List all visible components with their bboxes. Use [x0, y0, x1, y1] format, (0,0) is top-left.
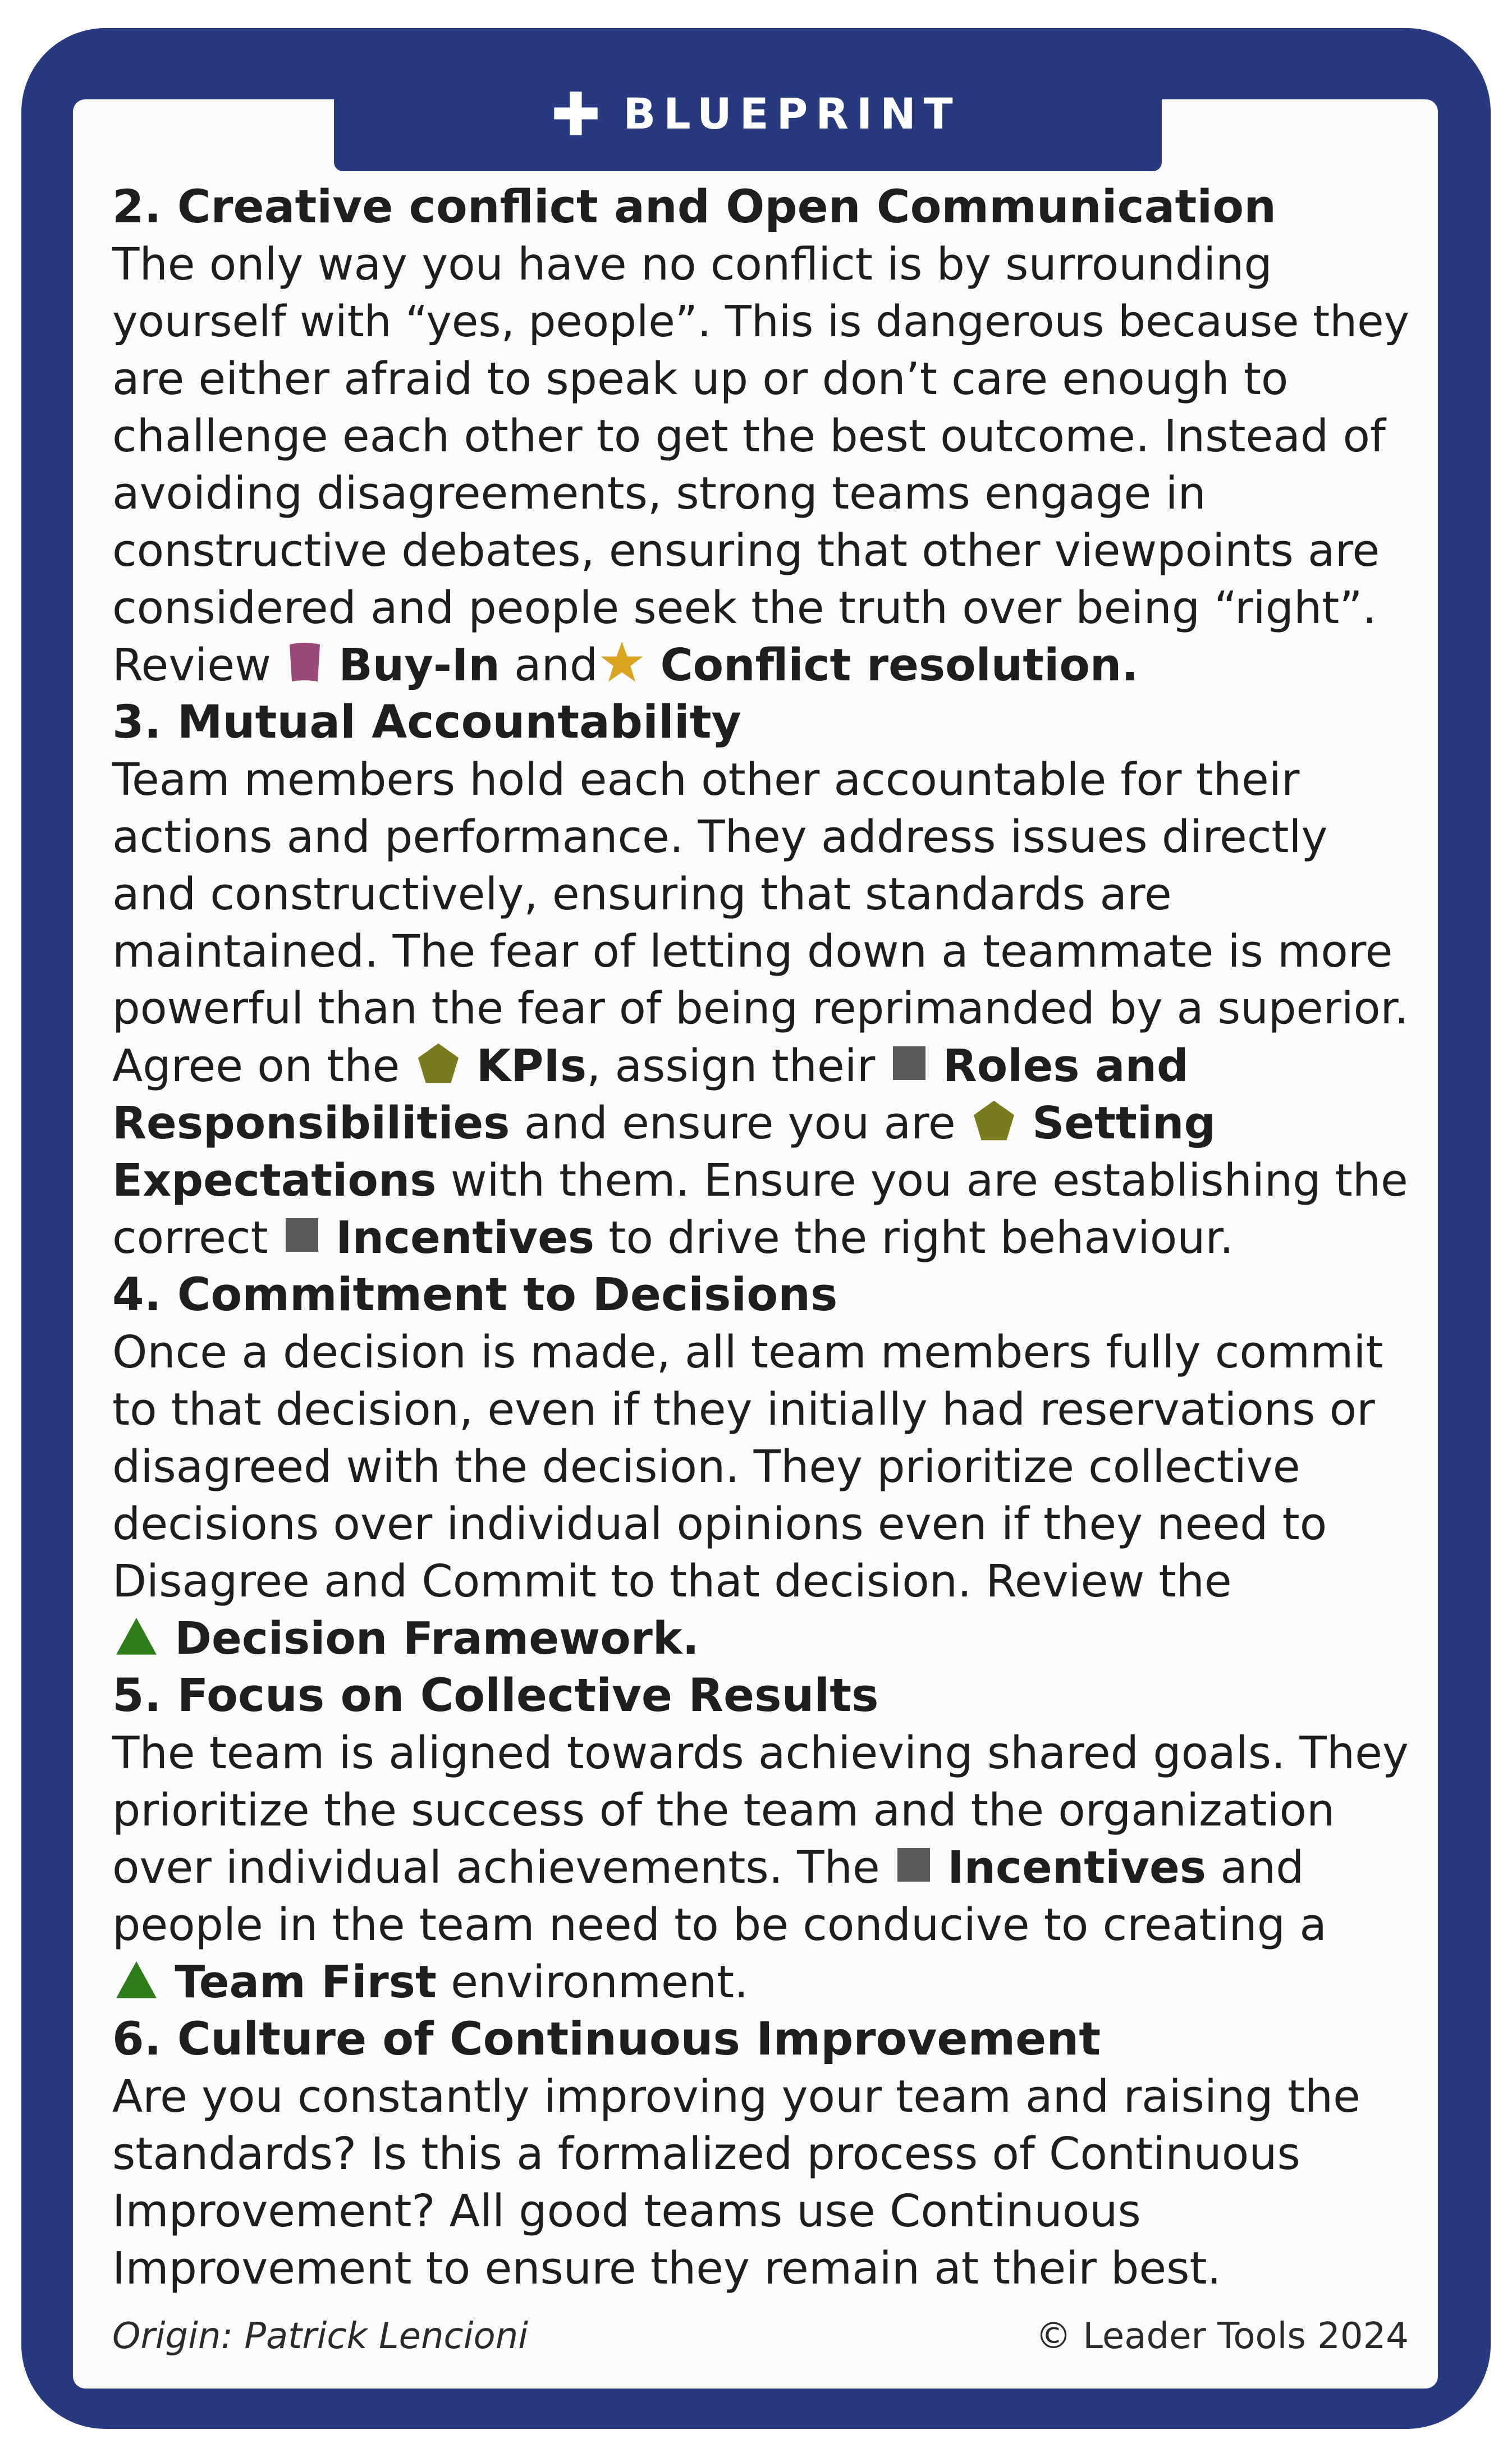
pentagon-icon: [414, 1041, 462, 1086]
incentives-link[interactable]: Incentives: [336, 1211, 595, 1264]
setting-link[interactable]: Setting: [1032, 1097, 1216, 1149]
roles-link[interactable]: Roles and: [942, 1040, 1189, 1092]
brand-name: BLUEPRINT: [623, 88, 961, 139]
kpis-link[interactable]: KPIs: [476, 1040, 587, 1092]
text-line: challenge each other to get the best outcome. Instead of: [112, 410, 1386, 462]
text-line: [112, 1037, 1420, 1095]
plus-icon: [551, 89, 601, 138]
pentagon-icon: [970, 1098, 1018, 1143]
text-line: constructive debates, ensuring that other viewpoints are: [112, 524, 1380, 576]
text-line: to that decision, even if they initially had reservations or: [112, 1383, 1375, 1435]
text-fragment: and: [514, 639, 598, 691]
section-2-title: 2. Creative conflict and Open Communication: [112, 181, 1276, 234]
text-fragment: correct: [112, 1211, 268, 1264]
square-icon: [890, 1041, 929, 1086]
text-line: Team members hold each other accountable for their: [112, 753, 1300, 806]
text-fragment: and: [1220, 1841, 1304, 1893]
text-line: [112, 1095, 1420, 1152]
text-line: Disagree and Commit to that decision. Review the: [112, 1555, 1232, 1607]
origin-credit: Origin: Patrick Lencioni: [112, 2316, 528, 2357]
text-line: people in the team need to be conducive to creating a: [112, 1898, 1327, 1951]
team-first-link[interactable]: Team First: [175, 1956, 437, 2008]
text-fragment: Review: [112, 639, 271, 691]
text-line: prioritize the success of the team and the organization: [112, 1784, 1335, 1836]
text-line: Are you constantly improving your team and raising the: [112, 2070, 1360, 2122]
section-3-title: 3. Mutual Accountability: [112, 696, 741, 749]
responsibilities-link[interactable]: Responsibilities: [112, 1097, 510, 1149]
text-line: avoiding disagreements, strong teams engage in: [112, 467, 1206, 519]
text-line: The only way you have no conflict is by surrounding: [112, 238, 1272, 290]
text-line: Improvement? All good teams use Continuous: [112, 2185, 1141, 2237]
decision-framework-link[interactable]: Decision Framework.: [175, 1612, 699, 1664]
text-line: [112, 1839, 1420, 1896]
text-line: The team is aligned towards achieving shared goals. They: [112, 1727, 1409, 1779]
expectations-link[interactable]: Expectations: [112, 1154, 437, 1206]
text-line: considered and people seek the truth over being “right”.: [112, 582, 1377, 634]
text-line: are either afraid to speak up or don’t care enough to: [112, 353, 1289, 405]
text-line: [112, 1152, 1420, 1209]
text-line: standards? Is this a formalized process of Continuous: [112, 2127, 1300, 2180]
text-fragment: environment.: [451, 1956, 749, 2008]
card-content: [112, 179, 1420, 2297]
text-line: [112, 1610, 1420, 1667]
text-line: actions and performance. They address issues directly: [112, 811, 1328, 863]
text-fragment: Agree on the: [112, 1040, 400, 1092]
square-icon: [282, 1213, 322, 1257]
text-line: [112, 1209, 1420, 1266]
section-4-title: 4. Commitment to Decisions: [112, 1269, 838, 1321]
text-line: disagreed with the decision. They prioritize collective: [112, 1440, 1300, 1493]
buy-in-icon: [285, 640, 324, 685]
text-fragment: with them. Ensure you are establishing the: [450, 1154, 1408, 1206]
incentives-link[interactable]: Incentives: [947, 1841, 1207, 1893]
text-fragment: , assign their: [587, 1040, 876, 1092]
text-line: and constructively, ensuring that standards are: [112, 868, 1172, 920]
section-5-title: 5. Focus on Collective Results: [112, 1669, 879, 1722]
text-line: [112, 637, 1420, 694]
triangle-icon: [112, 1613, 161, 1658]
text-line: powerful than the fear of being reprimanded by a superior.: [112, 983, 1409, 1034]
card-footer: [112, 2316, 1409, 2357]
brand-header: [0, 85, 1512, 141]
square-icon: [894, 1842, 933, 1887]
text-line: yourself with “yes, people”. This is dangerous because they: [112, 296, 1410, 347]
text-fragment: to drive the right behaviour.: [608, 1211, 1234, 1264]
text-line: Improvement to ensure they remain at their best.: [112, 2242, 1221, 2294]
text-fragment: and ensure you are: [524, 1097, 956, 1149]
text-line: decisions over individual opinions even if they need to: [112, 1498, 1327, 1550]
section-6-title: 6. Culture of Continuous Improvement: [112, 2013, 1101, 2066]
buy-in-link[interactable]: Buy-In: [338, 639, 500, 691]
text-line: maintained. The fear of letting down a teammate is more: [112, 925, 1393, 977]
text-line: Once a decision is made, all team members fully commit: [112, 1326, 1383, 1378]
text-line: [112, 1953, 1420, 2011]
copyright: © Leader Tools 2024: [1036, 2316, 1409, 2357]
star-icon: [598, 640, 646, 685]
text-fragment: over individual achievements. The: [112, 1841, 880, 1893]
triangle-icon: [112, 1957, 161, 2002]
conflict-resolution-link[interactable]: Conflict resolution.: [660, 639, 1139, 691]
